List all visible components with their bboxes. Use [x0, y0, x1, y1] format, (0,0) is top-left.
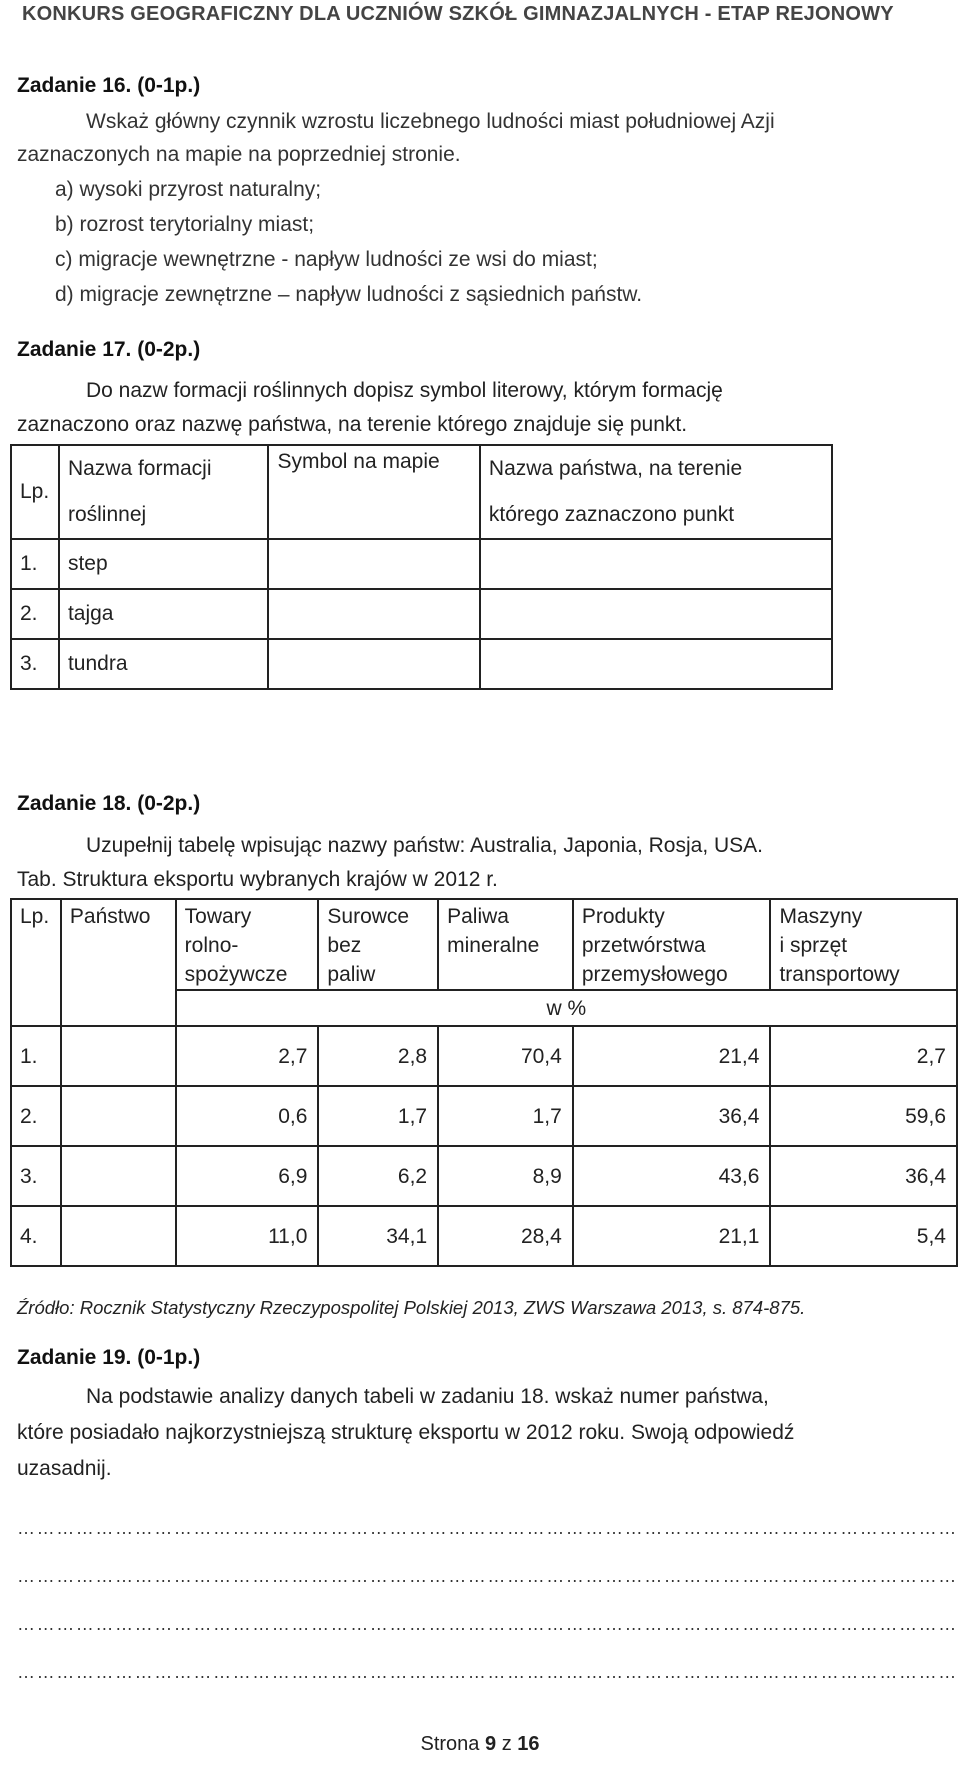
task17-header-row	[11, 445, 832, 539]
col-machinery-header	[770, 899, 957, 990]
table-row	[11, 1206, 957, 1266]
row-lp: 1.	[11, 539, 59, 589]
task16-option-a: a) wysoki przyrost naturalny;	[55, 178, 322, 201]
col-name-header	[59, 445, 269, 539]
country-answer-cell[interactable]	[480, 589, 832, 639]
raw-value: 34,1	[318, 1206, 438, 1266]
industry-value: 43,6	[573, 1146, 771, 1206]
task16-text-line1: Wskaż główny czynnik wzrostu liczebnego ludności miast południowej Azji	[86, 110, 775, 133]
col-country-header: Państwo	[61, 899, 176, 1026]
footer-of: z	[501, 1733, 512, 1755]
col-fuel-header-line1: Paliwa	[447, 905, 509, 928]
fuel-value: 28,4	[438, 1206, 573, 1266]
col-industry-header-line2: przetwórstwa	[581, 934, 706, 957]
raw-value: 6,2	[318, 1146, 438, 1206]
col-food-header-line2: rolno-	[184, 934, 239, 957]
footer-prefix: Strona	[420, 1733, 480, 1755]
symbol-answer-cell[interactable]	[268, 589, 479, 639]
symbol-answer-cell[interactable]	[268, 539, 479, 589]
col-food-header-line3: spożywcze	[184, 963, 288, 986]
answer-line[interactable]: ………………………………………………………………………………………………………………………………	[17, 1662, 958, 1682]
col-food-header	[176, 899, 319, 990]
food-value: 0,6	[176, 1086, 319, 1146]
col-machinery-header-line3: transportowy	[779, 963, 900, 986]
table-source: Źródło: Rocznik Statystyczny Rzeczypospolitej Polskiej 2013, ZWS Warszawa 2013, s. 874-875.	[17, 1297, 806, 1318]
col-raw-header	[318, 899, 438, 990]
col-machinery-header-line2: i sprzęt	[779, 934, 848, 957]
task16-text-line2: zaznaczonych na mapie na poprzedniej stronie.	[17, 143, 461, 166]
country-answer-cell[interactable]	[61, 1206, 176, 1266]
col-raw-header-line2: bez	[327, 934, 362, 957]
machinery-value: 2,7	[770, 1026, 957, 1086]
col-symbol-header: Symbol na mapie	[268, 445, 479, 539]
page-header: KONKURS GEOGRAFICZNY DLA UCZNIÓW SZKÓŁ GIMNAZJALNYCH - ETAP REJONOWY	[22, 3, 894, 25]
row-formation-name: tundra	[59, 639, 269, 689]
food-value: 11,0	[176, 1206, 319, 1266]
col-name-header-line2: roślinnej	[67, 503, 147, 526]
task19-text-line3: uzasadnij.	[17, 1457, 112, 1480]
row-formation-name: step	[59, 539, 269, 589]
col-raw-header-line1: Surowce	[327, 905, 410, 928]
answer-line[interactable]: ………………………………………………………………………………………………………………………………	[17, 1614, 958, 1634]
table-row	[11, 639, 832, 689]
country-answer-cell[interactable]	[61, 1026, 176, 1086]
answer-line[interactable]: ………………………………………………………………………………………………………………………………	[17, 1518, 958, 1538]
col-raw-header-line3: paliw	[327, 963, 376, 986]
table-row	[11, 539, 832, 589]
task16-title: Zadanie 16. (0-1p.)	[17, 74, 201, 97]
table-row	[11, 1086, 957, 1146]
table-row	[11, 1146, 957, 1206]
footer-page-number: 9	[485, 1733, 497, 1755]
country-answer-cell[interactable]	[480, 639, 832, 689]
food-value: 2,7	[176, 1026, 319, 1086]
col-food-header-line1: Towary	[184, 905, 252, 928]
symbol-answer-cell[interactable]	[268, 639, 479, 689]
country-answer-cell[interactable]	[61, 1146, 176, 1206]
table-row	[11, 589, 832, 639]
col-name-header-line1: Nazwa formacji	[67, 457, 212, 480]
row-lp: 3.	[11, 1146, 61, 1206]
fuel-value: 1,7	[438, 1086, 573, 1146]
raw-value: 1,7	[318, 1086, 438, 1146]
task17-text-line1: Do nazw formacji roślinnych dopisz symbol literowy, którym formację	[86, 379, 723, 402]
task17-table	[10, 444, 833, 690]
food-value: 6,9	[176, 1146, 319, 1206]
machinery-value: 36,4	[770, 1146, 957, 1206]
task18-header-row	[11, 899, 957, 990]
machinery-value: 5,4	[770, 1206, 957, 1266]
row-lp: 2.	[11, 589, 59, 639]
task16-option-c: c) migracje wewnętrzne - napływ ludności ze wsi do miast;	[55, 248, 598, 271]
fuel-value: 8,9	[438, 1146, 573, 1206]
machinery-value: 59,6	[770, 1086, 957, 1146]
raw-value: 2,8	[318, 1026, 438, 1086]
row-formation-name: tajga	[59, 589, 269, 639]
task18-table	[10, 898, 958, 1267]
task19-text-line2: które posiadało najkorzystniejszą strukturę eksportu w 2012 roku. Swoją odpowiedź	[17, 1421, 795, 1444]
task17-text-line2: zaznaczono oraz nazwę państwa, na terenie którego znajduje się punkt.	[17, 413, 688, 436]
industry-value: 21,4	[573, 1026, 771, 1086]
col-machinery-header-line1: Maszyny	[779, 905, 863, 928]
fuel-value: 70,4	[438, 1026, 573, 1086]
table-caption: Tab. Struktura eksportu wybranych krajów w 2012 r.	[17, 868, 498, 891]
row-lp: 2.	[11, 1086, 61, 1146]
task17-title: Zadanie 17. (0-2p.)	[17, 338, 201, 361]
col-fuel-header	[438, 899, 573, 990]
country-answer-cell[interactable]	[61, 1086, 176, 1146]
country-answer-cell[interactable]	[480, 539, 832, 589]
answer-line[interactable]: ………………………………………………………………………………………………………………………………	[17, 1566, 958, 1586]
task16-option-b: b) rozrost terytorialny miast;	[55, 213, 315, 236]
industry-value: 36,4	[573, 1086, 771, 1146]
task19-text-line1: Na podstawie analizy danych tabeli w zadaniu 18. wskaż numer państwa,	[86, 1385, 769, 1408]
row-lp: 4.	[11, 1206, 61, 1266]
col-fuel-header-line2: mineralne	[447, 934, 540, 957]
unit-label: w %	[176, 990, 957, 1026]
footer-total-pages: 16	[517, 1733, 540, 1755]
task19-title: Zadanie 19. (0-1p.)	[17, 1346, 201, 1369]
row-lp: 3.	[11, 639, 59, 689]
task18-title: Zadanie 18. (0-2p.)	[17, 792, 201, 815]
task16-option-d: d) migracje zewnętrzne – napływ ludności z sąsiednich państw.	[55, 283, 643, 306]
col-lp-header: Lp.	[11, 899, 61, 1026]
col-country-header	[480, 445, 832, 539]
col-country-header-line2: którego zaznaczono punkt	[488, 503, 735, 526]
task18-text-line1: Uzupełnij tabelę wpisując nazwy państw: Australia, Japonia, Rosja, USA.	[86, 834, 764, 857]
page-footer	[0, 1733, 960, 1756]
col-country-header-line1: Nazwa państwa, na terenie	[488, 457, 743, 480]
industry-value: 21,1	[573, 1206, 771, 1266]
table-row	[11, 1026, 957, 1086]
col-industry-header-line1: Produkty	[581, 905, 665, 928]
col-lp-header: Lp.	[11, 445, 59, 539]
col-industry-header	[573, 899, 771, 990]
row-lp: 1.	[11, 1026, 61, 1086]
col-industry-header-line3: przemysłowego	[581, 963, 728, 986]
